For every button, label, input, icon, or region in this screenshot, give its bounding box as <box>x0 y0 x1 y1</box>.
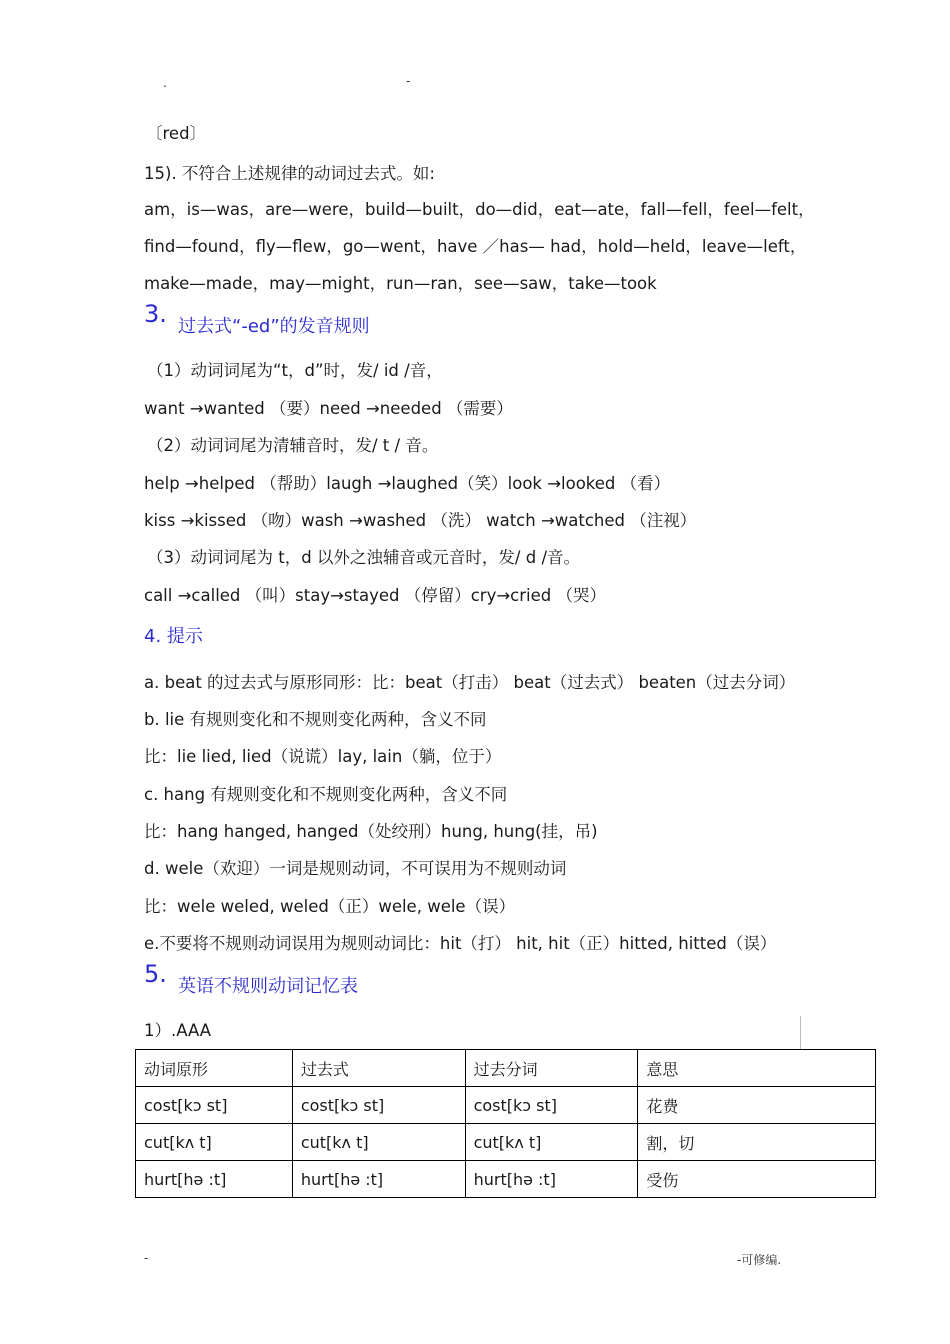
tip-line: c. hang 有规则变化和不规则变化两种，含义不同 <box>144 785 508 804</box>
red-tag: 〔red〕 <box>146 124 207 143</box>
footer-left: - <box>144 1251 149 1265</box>
example-line: find—found，fly—flew，go—went，have ／has— had，hold—held，leave—left， <box>144 237 807 256</box>
table-cell: cost[kɔ st] <box>136 1087 293 1124</box>
tip-line: 比：lie lied, lied（说谎）lay, lain（躺，位于） <box>144 747 502 766</box>
example-line: make—made，may—might，run—ran，see—saw，take—took <box>144 274 657 293</box>
table-cell: cut[kʌ t] <box>292 1124 465 1161</box>
table-row <box>136 1161 876 1198</box>
pronunciation-example: help →helped （帮助）laugh →laughed（笑）look →looked （看） <box>144 474 671 493</box>
table-cell: 受伤 <box>638 1161 876 1198</box>
table-cell: 花费 <box>638 1087 876 1124</box>
table-cell: 割，切 <box>638 1124 876 1161</box>
table-row <box>136 1124 876 1161</box>
table-cell: cut[kʌ t] <box>465 1124 638 1161</box>
header-meaning: 意思 <box>638 1050 876 1087</box>
tip-line: b. lie 有规则变化和不规则变化两种，含义不同 <box>144 710 487 729</box>
table-row <box>136 1087 876 1124</box>
tip-line: 比：wele weled, weled（正）wele, wele（误） <box>144 897 516 916</box>
tip-line: 比：hang hanged, hanged（处绞刑）hung, hung(挂，吊) <box>144 822 598 841</box>
header-dot: . <box>163 76 167 90</box>
pronunciation-rule: （3）动词词尾为 t，d 以外之浊辅音或元音时，发/ d /音。 <box>147 548 581 567</box>
pronunciation-example: call →called （叫）stay→stayed （停留）cry→cried （哭） <box>144 586 606 605</box>
header-base-form: 动词原形 <box>136 1050 293 1087</box>
tip-line: d. wele（欢迎）一词是规则动词，不可误用为不规则动词 <box>144 859 567 878</box>
example-line: am，is—was，are—were，build—built，do—did，eat—ate，fall—fell，feel—felt， <box>144 200 815 219</box>
table-cell: cost[kɔ st] <box>465 1087 638 1124</box>
pronunciation-rule: （1）动词词尾为“t，d”时，发/ id /音， <box>147 361 443 380</box>
header-past-tense: 过去式 <box>292 1050 465 1087</box>
section-5-number: 5. <box>144 960 167 988</box>
pronunciation-example: want →wanted （要）need →needed （需要） <box>144 399 513 418</box>
table-cell: hurt[hə :t] <box>465 1161 638 1198</box>
section-3-number: 3. <box>144 300 167 328</box>
subsection-aaa: 1）.AAA <box>144 1021 212 1040</box>
section-5-title: 英语不规则动词记忆表 <box>178 976 358 997</box>
table-cell: hurt[hə :t] <box>292 1161 465 1198</box>
section-4-title: 4. 提示 <box>144 626 203 647</box>
header-dash: - <box>406 74 411 88</box>
footer-right: -可修编. <box>737 1253 782 1267</box>
table-cell: hurt[hə :t] <box>136 1161 293 1198</box>
tip-line: a. beat 的过去式与原形同形：比：beat（打击） beat（过去式） beaten（过去分词） <box>144 673 796 692</box>
table-cell: cut[kʌ t] <box>136 1124 293 1161</box>
pronunciation-example: kiss →kissed （吻）wash →washed （洗） watch →watched （注视） <box>144 511 697 530</box>
irregular-verb-table <box>135 1049 876 1198</box>
table-header-row <box>136 1050 876 1087</box>
table-cell: cost[kɔ st] <box>292 1087 465 1124</box>
rule-15: 15). 不符合上述规律的动词过去式。如: <box>144 164 435 183</box>
column-divider <box>800 1016 801 1049</box>
tip-line: e.不要将不规则动词误用为规则动词比：hit（打） hit, hit（正）hitted, hitted（误） <box>144 934 777 953</box>
pronunciation-rule: （2）动词词尾为清辅音时，发/ t / 音。 <box>147 436 439 455</box>
section-3-title: 过去式“-ed”的发音规则 <box>178 316 370 337</box>
header-past-participle: 过去分词 <box>465 1050 638 1087</box>
